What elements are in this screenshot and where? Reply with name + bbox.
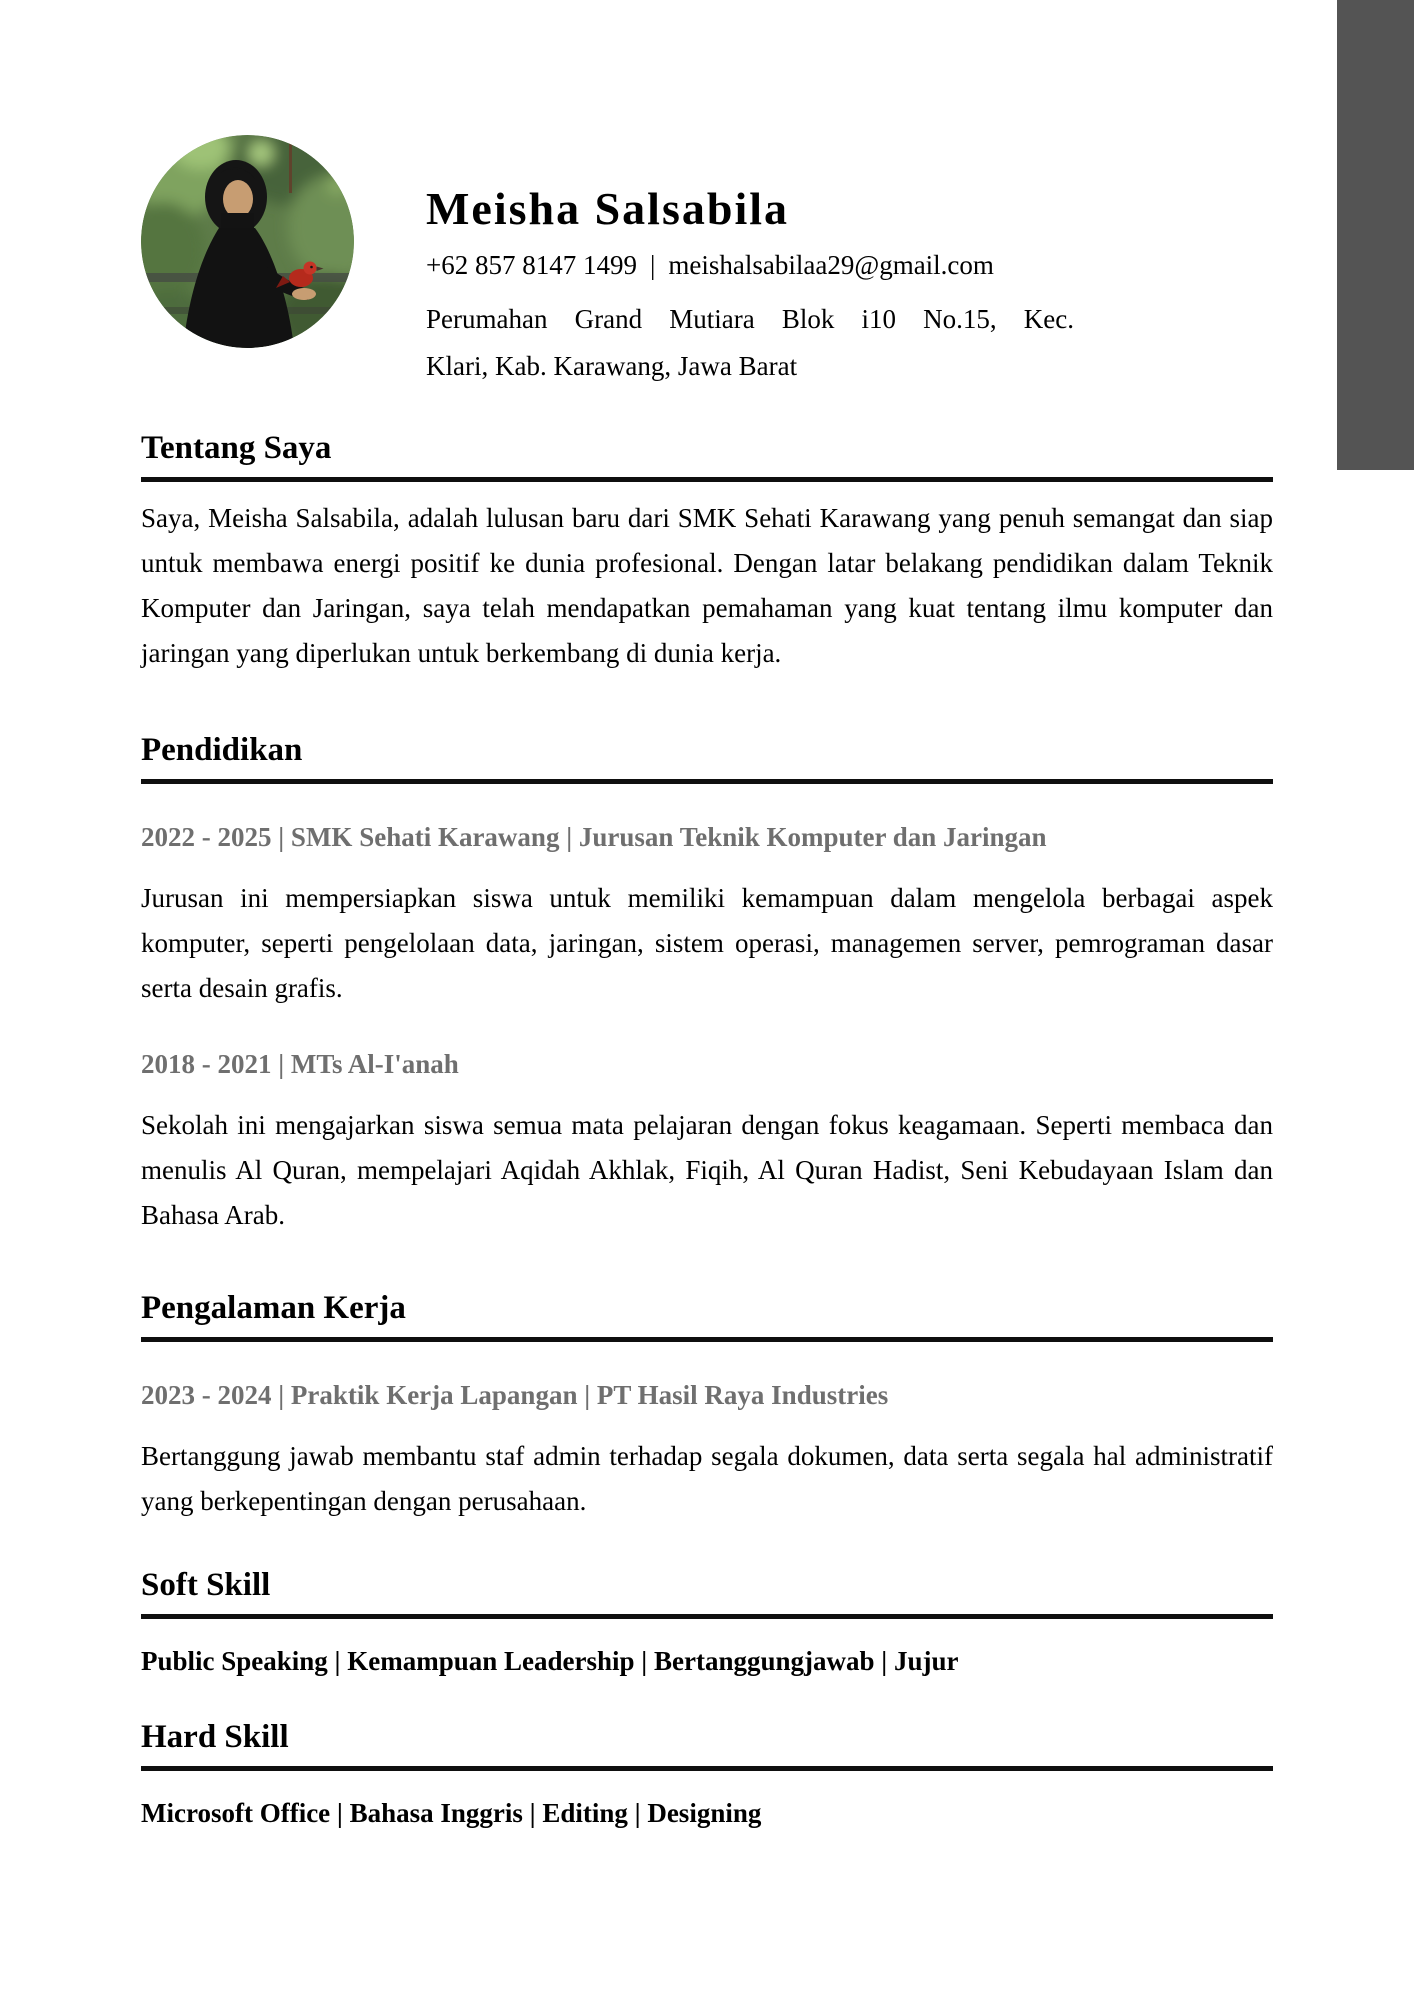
section-tentang-saya [141, 428, 1273, 676]
top-right-accent-bar [1337, 0, 1414, 470]
education-item-heading: 2018 - 2021 | MTs Al-I'anah [141, 1049, 459, 1079]
phone-number: +62 857 8147 1499 [426, 250, 637, 280]
experience-item-heading: 2023 - 2024 | Praktik Kerja Lapangan | PT Hasil Raya Industries [141, 1380, 889, 1410]
profile-photo [141, 135, 354, 348]
profile-photo-image [141, 135, 354, 348]
section-title-hard-skill: Hard Skill [141, 1719, 289, 1755]
section-rule [141, 1766, 1273, 1771]
section-rule [141, 477, 1273, 482]
address-line-2: Klari, Kab. Karawang, Jawa Barat [426, 351, 798, 381]
section-rule [141, 779, 1273, 784]
address [426, 296, 1074, 390]
section-title-pendidikan: Pendidikan [141, 732, 303, 768]
education-item-description: Sekolah ini mengajarkan siswa semua mata pelajaran dengan fokus keagamaan. Seperti membaca dan menulis Al Quran, mempelajari Aqidah Akhlak, Fiqih, Al Quran Hadist, Seni Kebudayaan Islam dan Bahasa Arab. [141, 1110, 1273, 1230]
about-paragraph: Saya, Meisha Salsabila, adalah lulusan baru dari SMK Sehati Karawang yang penuh semangat dan siap untuk membawa energi positif ke dunia profesional. Dengan latar belakang pendidikan dalam Teknik Komputer dan Jaringan, saya telah mendapatkan pemahaman yang kuat tentang ilmu komputer dan jaringan yang diperlukan untuk berkembang di dunia kerja. [141, 503, 1273, 668]
section-title-tentang-saya: Tentang Saya [141, 430, 332, 466]
section-hard-skill [141, 1717, 1273, 1831]
soft-skill-list: Public Speaking | Kemampuan Leadership | Bertanggungjawab | Jujur [141, 1646, 959, 1676]
contact-separator: | [649, 250, 656, 280]
section-soft-skill [141, 1565, 1273, 1679]
hard-skill-list: Microsoft Office | Bahasa Inggris | Editing | Designing [141, 1798, 762, 1828]
section-pengalaman-kerja [141, 1288, 1273, 1524]
section-pendidikan [141, 730, 1273, 1238]
education-item-description: Jurusan ini mempersiapkan siswa untuk memiliki kemampuan dalam mengelola berbagai aspek komputer, seperti pengelolaan data, jaringan, sistem operasi, managemen server, pemrograman dasar serta desain grafis. [141, 883, 1273, 1003]
section-title-soft-skill: Soft Skill [141, 1567, 271, 1603]
resume-content [141, 0, 1273, 2000]
email-address: meishalsabilaa29@gmail.com [668, 250, 994, 280]
section-rule [141, 1614, 1273, 1619]
experience-item-description: Bertanggung jawab membantu staf admin terhadap segala dokumen, data serta segala hal administratif yang berkepentingan dengan perusahaan. [141, 1441, 1273, 1516]
address-line-1: Perumahan Grand Mutiara Blok i10 No.15, Kec. [426, 304, 1074, 334]
person-name: Meisha Salsabila [426, 183, 790, 234]
section-rule [141, 1337, 1273, 1342]
contact-line [426, 250, 994, 281]
education-item-heading: 2022 - 2025 | SMK Sehati Karawang | Jurusan Teknik Komputer dan Jaringan [141, 822, 1047, 852]
section-title-pengalaman-kerja: Pengalaman Kerja [141, 1290, 406, 1326]
